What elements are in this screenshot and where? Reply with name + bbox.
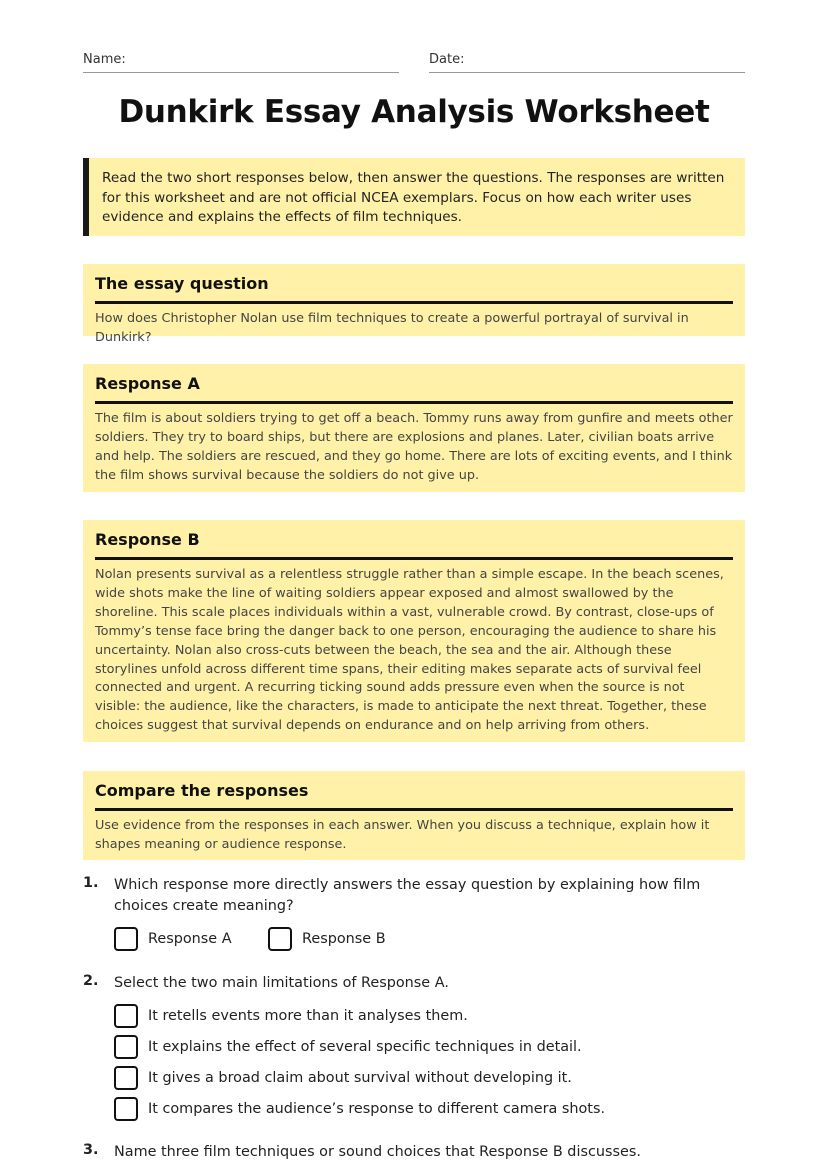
question-text: Which response more directly answers the essay question by explaining how film choices create meaning? [114, 877, 701, 914]
date-underline [429, 72, 745, 73]
option-label: It explains the effect of several specific techniques in detail. [148, 1039, 582, 1055]
question-number: 2. [83, 973, 99, 989]
question-text: Name three film techniques or sound choices that Response B discusses. [114, 1144, 641, 1160]
option-response-a[interactable] [114, 927, 232, 951]
checkbox[interactable] [268, 927, 292, 951]
option-label: It gives a broad claim about survival without developing it. [148, 1070, 572, 1086]
checkbox[interactable] [114, 1035, 138, 1059]
option-label: Response A [148, 931, 232, 947]
question-number: 3. [83, 1142, 99, 1158]
name-underline [83, 72, 399, 73]
question-1 [83, 875, 745, 919]
date-field[interactable] [429, 52, 745, 67]
compare-heading: Compare the responses [95, 781, 733, 811]
question-2 [83, 973, 745, 995]
compare-box [83, 771, 745, 860]
name-field[interactable] [83, 52, 399, 67]
instructions-callout: Read the two short responses below, then answer the questions. The responses are written for this worksheet and are not official NCEA exemplars. Focus on how each writer uses evidence and explains the effects of film techniques. [83, 158, 745, 236]
response-b-heading: Response B [95, 530, 733, 560]
response-b-text: Nolan presents survival as a relentless struggle rather than a simple escape. In the beach scenes, wide shots make the line of waiting soldiers appear exposed and almost swallowed by the shoreline. This scale places individuals within a vast, vulnerable crowd. By contrast, close-ups of Tommy’s tense face bring the danger back to one person, encouraging the audience to share his uncertainty. Nolan also cross-cuts between the beach, the sea and the air. Although these storylines unfold across different time spans, their editing makes separate acts of survival feel connected and urgent. A recurring ticking sound adds pressure even when the source is not visible: the audience, like the characters, is made to anticipate the next threat. Together, these choices suggest that survival depends on endurance and on help arriving from others. [95, 567, 724, 734]
name-label: Name: [83, 52, 126, 67]
response-a-text: The film is about soldiers trying to get off a beach. Tommy runs away from gunfire and meets other soldiers. They try to board ships, but there are explosions and planes. Later, civilian boats arrive and help. The soldiers are rescued, and they go home. There are lots of exciting events, and I think the film shows survival because the soldiers do not give up. [95, 411, 733, 483]
option-compares-audience[interactable] [114, 1097, 605, 1121]
date-label: Date: [429, 52, 465, 67]
page-title: Dunkirk Essay Analysis Worksheet [118, 94, 710, 130]
response-b-box [83, 520, 745, 742]
question-text: Select the two main limitations of Response A. [114, 975, 449, 991]
compare-text: Use evidence from the responses in each answer. When you discuss a technique, explain how it shapes meaning or audience response. [95, 818, 710, 852]
option-response-b[interactable] [268, 927, 386, 951]
response-a-box [83, 364, 745, 492]
checkbox[interactable] [114, 1066, 138, 1090]
checkbox[interactable] [114, 927, 138, 951]
essay-question-box [83, 264, 745, 345]
question-3 [83, 1142, 745, 1164]
option-retells-events[interactable] [114, 1004, 468, 1028]
response-a-heading: Response A [95, 374, 733, 404]
essay-question-heading: The essay question [95, 274, 733, 304]
essay-question-text: How does Christopher Nolan use film techniques to create a powerful portrayal of survival in Dunkirk? [95, 311, 689, 345]
option-explains-effect[interactable] [114, 1035, 582, 1059]
question-number: 1. [83, 875, 99, 891]
checkbox[interactable] [114, 1004, 138, 1028]
option-label: It retells events more than it analyses them. [148, 1008, 468, 1024]
option-label: Response B [302, 931, 386, 947]
option-broad-claim[interactable] [114, 1066, 572, 1090]
option-label: It compares the audience’s response to different camera shots. [148, 1101, 606, 1117]
checkbox[interactable] [114, 1097, 138, 1121]
